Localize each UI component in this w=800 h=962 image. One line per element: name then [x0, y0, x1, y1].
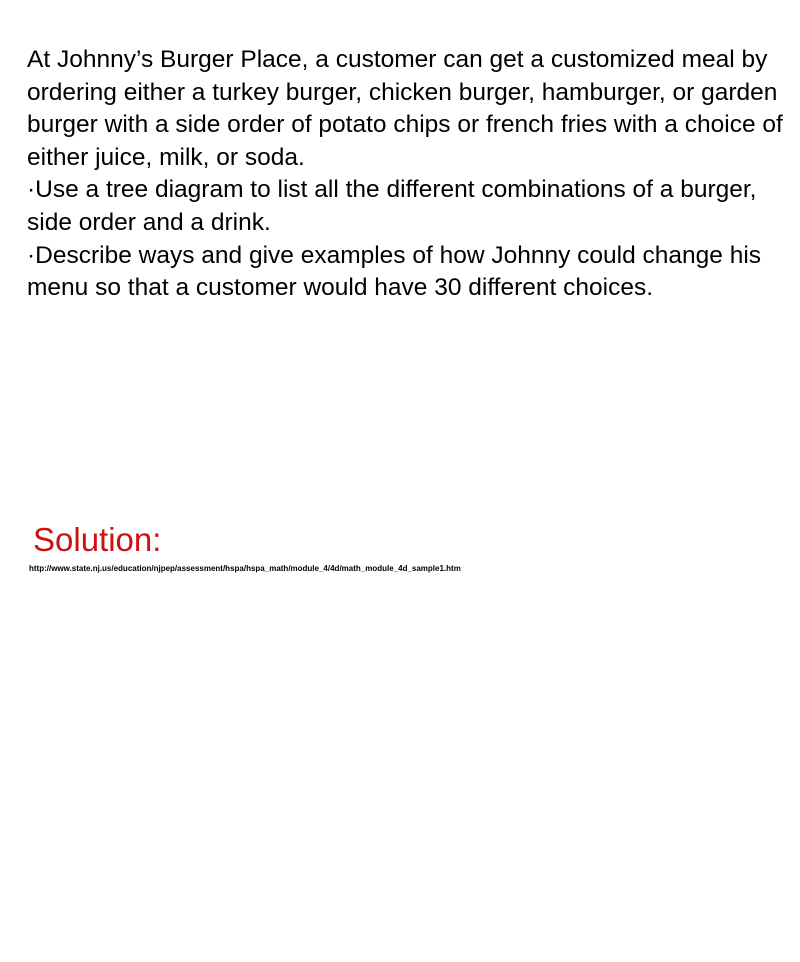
task-tree-diagram: ·Use a tree diagram to list all the different combinations of a burger, side order and a drink.	[27, 176, 757, 236]
solution-source-link[interactable]: http://www.state.nj.us/education/njpep/assessment/hspa/hspa_math/module_4/4d/math_module_4d_sample1.htm	[29, 564, 461, 573]
problem-intro: At Johnny’s Burger Place, a customer can get a customized meal by ordering either a turkey burger, chicken burger, hamburger, or garden burger with a side order of potato chips or french fries with a choice of either juice, milk, or soda.	[27, 46, 783, 171]
solution-heading: Solution:	[33, 521, 162, 558]
problem-statement	[27, 44, 787, 305]
task-menu-change: ·Describe ways and give examples of how Johnny could change his menu so that a customer would have 30 different choices.	[27, 241, 762, 302]
